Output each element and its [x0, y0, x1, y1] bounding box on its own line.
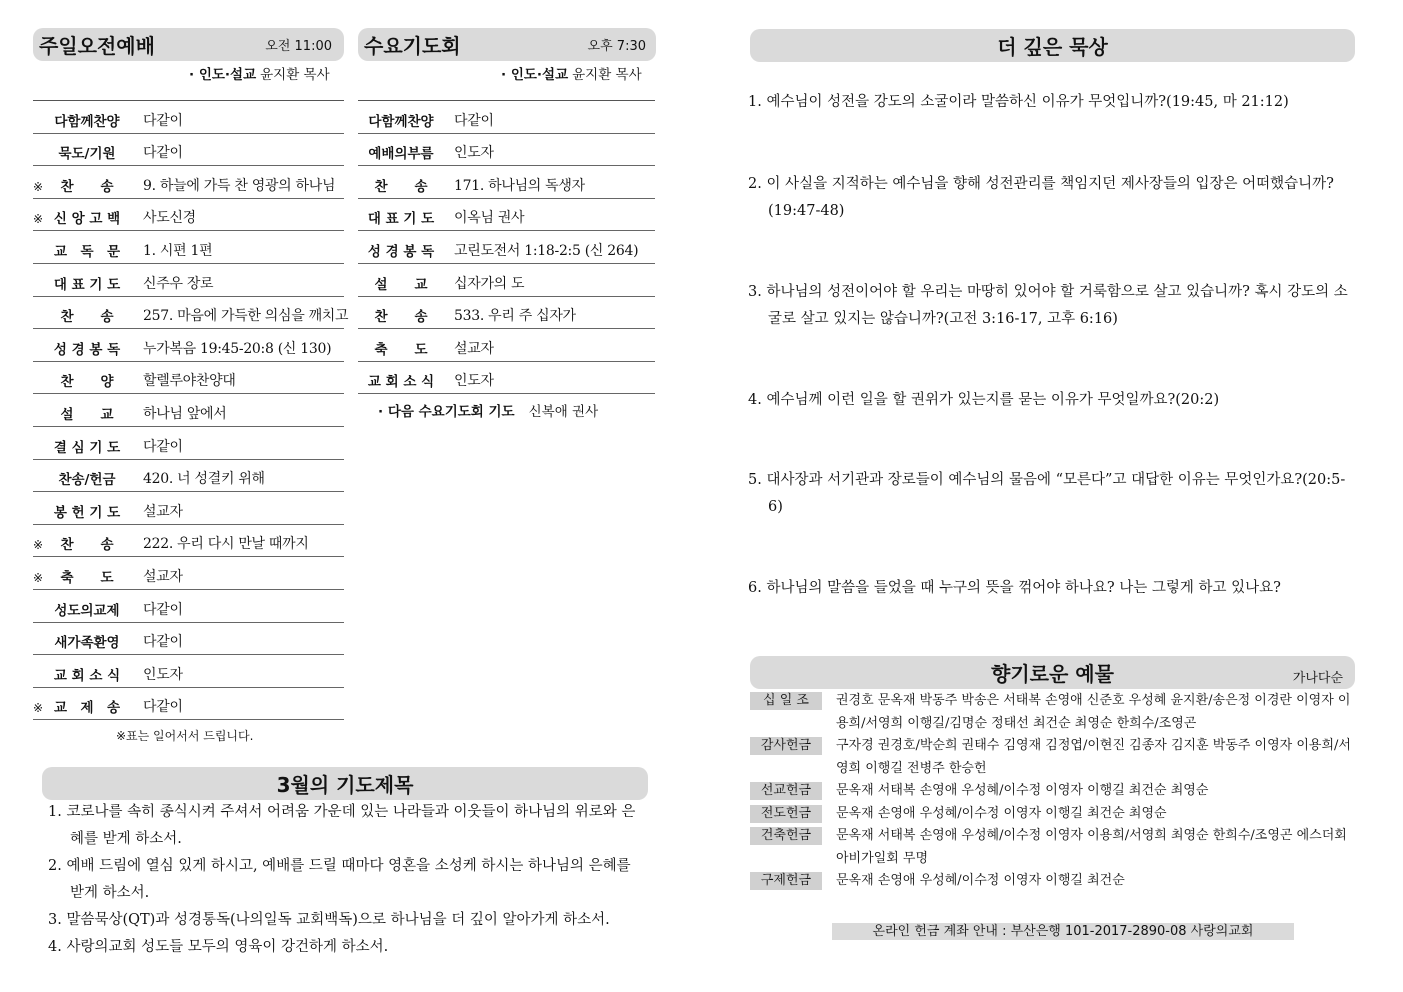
meditation-question: 2. 이 사실을 지적하는 예수님을 향해 성전관리를 책임지던 제사장들의 입장은 어떠했습니까?(19:47-48) [748, 176, 1334, 219]
order-label: 찬 송 [60, 309, 114, 326]
offering-category: 전도헌금 [750, 805, 822, 823]
online-account-info: 온라인 헌금 계좌 안내 : 부산은행 101-2017-2890-08 사랑의교회 [832, 923, 1294, 940]
order-label: 다함께찬양 [368, 113, 434, 130]
offering-names: 문옥재 손영애 우성혜/이수정 이영자 이행길 최건순 [836, 873, 1125, 888]
order-value: 이옥님 권사 [454, 210, 525, 227]
offering-row [750, 803, 1370, 826]
order-value: 9. 하늘에 가득 찬 영광의 하나님 [143, 177, 336, 194]
prayer-item: 1. 코로나를 속히 종식시켜 주셔서 어려움 가운데 있는 나라들과 이웃들이 하나님의 위로와 은혜를 받게 하소서. [48, 804, 636, 847]
order-label: 결 심 기 도 [53, 439, 121, 456]
order-row [33, 460, 344, 493]
order-label: 대 표 기 도 [53, 276, 121, 293]
order-row [358, 297, 655, 330]
order-row [33, 264, 344, 297]
offering-category: 십 일 조 [750, 692, 822, 710]
order-label: 새가족환영 [54, 635, 120, 652]
order-label: 교 회 소 식 [367, 374, 435, 391]
order-value: 할렐루야찬양대 [143, 373, 236, 390]
order-label: 다함께찬양 [54, 113, 120, 130]
order-value: 십자가의 도 [454, 275, 525, 292]
order-row [358, 329, 655, 362]
order-row [33, 134, 344, 167]
prayer-item: 3. 말씀묵상(QT)과 성경통독(나의일독 교회백독)으로 하나님을 더 깊이 알아가게 하소서. [48, 912, 610, 928]
offering-category: 구제헌금 [750, 872, 822, 890]
order-row [33, 623, 344, 656]
sunday-time: 오전 11:00 [265, 39, 332, 54]
order-value: 다같이 [143, 438, 183, 455]
wednesday-title: 수요기도회 [364, 34, 461, 58]
order-row [358, 101, 655, 134]
order-label: 찬 송 [374, 178, 428, 195]
meditation-question: 3. 하나님의 성전이어야 할 우리는 마땅히 있어야 할 거룩함으로 살고 있습니까? 혹시 강도의 소굴로 살고 있지는 않습니까?(고전 3:16-17, 고후 6:16) [748, 284, 1348, 327]
wednesday-header [358, 28, 656, 61]
order-row [33, 557, 344, 590]
order-label: 성도의교제 [54, 602, 120, 619]
order-value: 설교자 [454, 340, 494, 357]
order-label: 예배의부름 [368, 146, 434, 163]
sunday-order-table [33, 100, 349, 720]
order-value: 고린도전서 1:18-2:5 (신 264) [454, 242, 639, 259]
order-row [33, 297, 349, 330]
meditation-question: 1. 예수님이 성전을 강도의 소굴이라 말씀하신 이유가 무엇입니까?(19:45, 마 21:12) [748, 94, 1289, 110]
order-row [358, 231, 655, 264]
order-label: 묵도/기원 [58, 146, 116, 163]
standing-mark: ※ [33, 212, 44, 227]
order-row [33, 166, 344, 199]
order-row [358, 199, 655, 232]
order-row [33, 394, 344, 427]
wednesday-leader-name: 윤지환 목사 [572, 67, 642, 83]
sunday-title: 주일오전예배 [39, 34, 155, 58]
order-row [33, 199, 344, 232]
order-row [33, 590, 344, 623]
meditation-question: 5. 대사장과 서기관과 장로들이 예수님의 물음에 “모른다”고 대답한 이유는 무엇인가요?(20:5-6) [748, 472, 1346, 515]
standing-note: ※표는 일어서서 드립니다. [116, 729, 254, 743]
wednesday-time: 오후 7:30 [587, 39, 646, 54]
offering-row [750, 735, 1370, 780]
standing-mark: ※ [33, 179, 44, 194]
meditation-header [750, 29, 1355, 62]
order-label: 교 회 소 식 [53, 667, 121, 684]
offering-category: 건축헌금 [750, 827, 822, 845]
order-row [358, 362, 655, 395]
order-label: 설 교 [60, 406, 114, 423]
offering-order: 가나다순 [1292, 671, 1343, 686]
order-row [33, 329, 344, 362]
order-row [33, 427, 344, 460]
order-value: 다같이 [143, 112, 183, 129]
order-value: 인도자 [454, 145, 494, 162]
meditation-question: 6. 하나님의 말씀을 들었을 때 누구의 뜻을 꺾어야 하나요? 나는 그렇게 하고 있나요? [748, 580, 1281, 596]
order-label: 성 경 봉 독 [53, 341, 121, 358]
order-value: 다같이 [143, 145, 183, 162]
order-label: 찬송/헌금 [58, 472, 116, 489]
offering-category: 선교헌금 [750, 782, 822, 800]
order-row [33, 101, 344, 134]
order-value: 다같이 [454, 112, 494, 129]
order-value: 설교자 [143, 503, 183, 520]
order-value: 533. 우리 주 십자가 [454, 308, 576, 325]
order-value: 257. 마음에 가득한 의심을 깨치고 [143, 308, 349, 325]
order-value: 222. 우리 다시 만날 때까지 [143, 536, 309, 553]
order-label: 찬 송 [374, 309, 428, 326]
offering-header [750, 656, 1355, 689]
order-value: 하나님 앞에서 [143, 405, 227, 422]
offering-names: 문옥재 서태복 손영애 우성혜/이수정 이영자 이행길 최건순 최영순 [836, 783, 1209, 798]
order-value: 1. 시편 1편 [143, 242, 213, 259]
next-prayer-label: · 다음 수요기도회 기도 [378, 404, 515, 420]
offering-names: 구자경 권경호/박순희 권태수 김영재 김정엽/이현진 김종자 김지훈 박동주 이영자 이용희/서영희 이행길 전병주 한승헌 [836, 738, 1351, 776]
order-row [358, 264, 655, 297]
offering-title: 향기로운 예물 [991, 662, 1114, 686]
offering-category: 감사헌금 [750, 737, 822, 755]
offering-row [750, 870, 1370, 893]
meditation-question: 4. 예수님께 이런 일을 할 권위가 있는지를 묻는 이유가 무엇일까요?(20:2) [748, 392, 1220, 408]
order-value: 인도자 [454, 373, 494, 390]
order-label: 찬 양 [60, 374, 114, 391]
wednesday-leader-label: · 인도·설교 [501, 67, 569, 83]
order-value: 다같이 [143, 699, 183, 716]
order-label: 축 도 [374, 341, 428, 358]
standing-mark: ※ [33, 701, 44, 716]
wednesday-leader [501, 63, 642, 83]
order-value: 사도신경 [143, 210, 196, 227]
order-row [33, 655, 344, 688]
offering-row [750, 780, 1370, 803]
offering-names: 권경호 문옥재 박동주 박송은 서태복 손영애 신준호 우성혜 윤지환/송은정 이경란 이영자 이용희/서영희 이행길/김명순 정태선 최건순 최영순 한희수/조영곤 [836, 693, 1351, 731]
order-row [33, 525, 344, 558]
offering-names: 문옥재 서태복 손영애 우성혜/이수정 이영자 이용희/서영희 최영순 한희수/조영곤 에스더회 아비가일회 무명 [836, 828, 1347, 866]
sunday-leader-label: · 인도·설교 [189, 67, 257, 83]
meditation-title: 더 깊은 묵상 [997, 35, 1108, 59]
order-row [33, 362, 344, 395]
wednesday-order-table [358, 100, 655, 394]
order-value: 다같이 [143, 634, 183, 651]
next-wednesday-prayer [378, 400, 598, 420]
order-label: 찬 송 [60, 537, 114, 554]
prayer-item: 2. 예배 드림에 열심 있게 하시고, 예배를 드릴 때마다 영혼을 소성케 하시는 하나님의 은혜를 받게 하소서. [48, 858, 631, 901]
sunday-header [33, 28, 344, 61]
offering-row [750, 825, 1370, 870]
standing-mark: ※ [33, 570, 44, 585]
sunday-leader-name: 윤지환 목사 [260, 67, 330, 83]
next-prayer-name: 신복애 권사 [528, 404, 599, 420]
order-label: 교 독 문 [53, 243, 121, 260]
order-row [33, 688, 344, 721]
sunday-leader [189, 63, 330, 83]
order-value: 누가복음 19:45-20:8 (신 130) [143, 340, 332, 357]
order-row [358, 134, 655, 167]
prayer-header [42, 767, 648, 800]
order-value: 171. 하나님의 독생자 [454, 177, 585, 194]
order-value: 다같이 [143, 601, 183, 618]
order-value: 420. 너 성결키 위해 [143, 471, 265, 488]
prayer-title: 3월의 기도제목 [276, 773, 414, 797]
order-label: 대 표 기 도 [367, 211, 435, 228]
order-value: 설교자 [143, 568, 183, 585]
order-label: 설 교 [374, 276, 428, 293]
order-value: 인도자 [143, 666, 183, 683]
offering-names: 문옥재 손영애 우성혜/이수정 이영자 이행길 최건순 최영순 [836, 805, 1167, 821]
offering-row [750, 690, 1370, 735]
order-label: 교 제 송 [53, 700, 121, 717]
order-label: 신 앙 고 백 [53, 211, 121, 228]
order-row [33, 231, 344, 264]
order-label: 찬 송 [60, 178, 114, 195]
order-label: 봉 헌 기 도 [53, 504, 121, 521]
standing-mark: ※ [33, 538, 44, 553]
prayer-list [48, 799, 643, 961]
order-label: 축 도 [60, 569, 114, 586]
offering-list [750, 690, 1370, 893]
order-row [33, 492, 344, 525]
order-row [358, 166, 655, 199]
prayer-item: 4. 사랑의교회 성도들 모두의 영육이 강건하게 하소서. [48, 939, 389, 955]
order-label: 성 경 봉 독 [367, 243, 435, 260]
order-value: 신주우 장로 [143, 275, 214, 292]
